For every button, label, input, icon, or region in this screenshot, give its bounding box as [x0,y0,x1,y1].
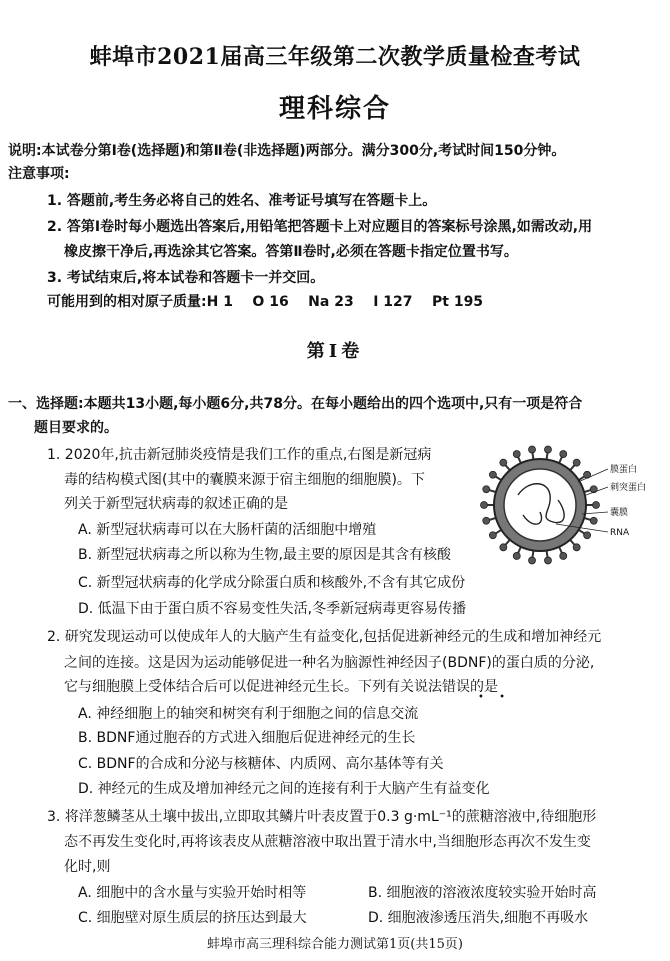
coronavirus-structure-figure [478,440,666,570]
q3-option-d: D. 细胞液渗透压消失,细胞不再吸水 [368,910,589,926]
caution-heading: 注意事项: [8,166,70,182]
q2-option-d: D. 神经元的生成及增加神经元之间的连接有利于大脑产生有益变化 [78,781,490,797]
virus-spike-head [544,446,551,453]
subject-title: 理科综合 [278,94,391,124]
virus-spike-head [483,486,490,493]
virus-spike-head [489,532,496,539]
q2-stem-line-3: 它与细胞膜上受体结合后可以促进神经元生长。下列有关说法错误的是 [64,679,498,695]
q1-stem-line-1: 1. 2020年,抗击新冠肺炎疫情是我们工作的重点,右图是新冠病 [47,447,432,463]
virus-spike-head [593,502,600,509]
virus-spike-head [529,446,536,453]
virus-spike-head [529,557,536,564]
instruction-item-2-line-2: 橡皮擦干净后,再选涂其它答案。答第Ⅱ卷时,必须在答题卡指定位置书写。 [64,244,518,260]
virus-spike-head [481,502,488,509]
virus-spike-head [560,451,567,458]
virus-spike-head [544,557,551,564]
section-title: 第Ⅰ卷 [306,341,364,362]
virus-spike-head [483,517,490,524]
q3-stem-line-3: 化时,则 [64,859,111,875]
exam-note: 说明:本试卷分第Ⅰ卷(选择题)和第Ⅱ卷(非选择题)两部分。满分300分,考试时间150分钟。 [8,143,566,159]
q1-option-b: B. 新型冠状病毒之所以称为生物,最主要的原因是其含有核酸 [78,547,451,563]
virus-spike-head [513,451,520,458]
emphasis-dots: • • [478,692,511,703]
q1-option-a: A. 新型冠状病毒可以在大肠杆菌的活细胞中增殖 [78,522,377,538]
q3-stem-line-1: 3. 将洋葱鳞茎从土壤中拔出,立即取其鳞片叶表皮置于0.3 g·mL⁻¹的蔗糖溶液中,待细胞形 [47,809,597,825]
q2-option-b: B. BDNF通过胞吞的方式进入细胞后促进神经元的生长 [78,730,416,746]
instruction-item-1: 1. 答题前,考生务必将自己的姓名、准考证号填写在答题卡上。 [47,193,437,209]
exam-title: 蚌埠市2021届高三年级第二次教学质量检查考试 [89,44,581,70]
atomic-mass-line: 可能用到的相对原子质量:H 1 O 16 Na 23 I 127 Pt 195 [47,294,484,310]
q3-stem-line-2: 态不再发生变化时,再将该表皮从蔗糖溶液中取出置于清水中,当细胞形态再次不发生变 [64,834,591,850]
virus-spike-head [590,517,597,524]
virus-spike-head [584,532,591,539]
virus-spike-head [489,471,496,478]
page-footer: 蚌埠市高三理科综合能力测试第1页(共15页) [207,937,463,952]
virus-spike-head [573,544,580,551]
q3-option-c: C. 细胞壁对原生质层的挤压达到最大 [78,910,307,926]
q1-stem-line-2: 毒的结构模式图(其中的囊膜来源于宿主细胞的细胞膜)。下 [64,472,425,488]
q2-stem-line-2: 之间的连接。这是因为运动能够促进一种名为脑源性神经因子(BDNF)的蛋白质的分泌, [64,655,595,671]
figure-label-rna: RNA [610,528,630,538]
figure-label-membrane-protein: 膜蛋白 [610,465,638,475]
virus-core [504,469,576,541]
figure-label-spike-protein: 刺突蛋白 [610,483,647,493]
instruction-item-2-line-1: 2. 答第Ⅰ卷时每小题选出答案后,用铅笔把答题卡上对应题目的答案标号涂黑,如需改动,用 [47,219,593,235]
virus-spike-head [560,552,567,559]
q1-stem-line-3: 列关于新型冠状病毒的叙述正确的是 [64,496,288,512]
q2-option-c: C. BDNF的合成和分泌与核糖体、内质网、高尔基体等有关 [78,756,444,772]
q2-option-a: A. 神经细胞上的轴突和树突有利于细胞之间的信息交流 [78,706,419,722]
part1-heading-line-1: 一、选择题:本题共13小题,每小题6分,共78分。在每小题给出的四个选项中,只有一项是符合 [8,396,583,412]
q2-stem-line-1: 2. 研究发现运动可以使成年人的大脑产生有益变化,包括促进新神经元的生成和增加神经元 [47,629,602,645]
q3-option-b: B. 细胞液的溶液浓度较实验开始时高 [368,885,597,901]
q1-option-c: C. 新型冠状病毒的化学成分除蛋白质和核酸外,不含有其它成份 [78,575,466,591]
virus-spike-head [500,544,507,551]
instruction-item-3: 3. 考试结束后,将本试卷和答题卡一并交回。 [47,270,325,286]
virus-spike-head [500,459,507,466]
part1-heading-line-2: 题目要求的。 [34,420,118,436]
figure-label-envelope: 囊膜 [610,508,629,518]
q3-option-a: A. 细胞中的含水量与实验开始时相等 [78,885,307,901]
label-leader-membrane-protein [578,469,608,482]
q1-option-d: D. 低温下由于蛋白质不容易变性失活,冬季新冠病毒更容易传播 [78,601,467,617]
virus-spike-head [573,459,580,466]
virus-spike-head [513,552,520,559]
